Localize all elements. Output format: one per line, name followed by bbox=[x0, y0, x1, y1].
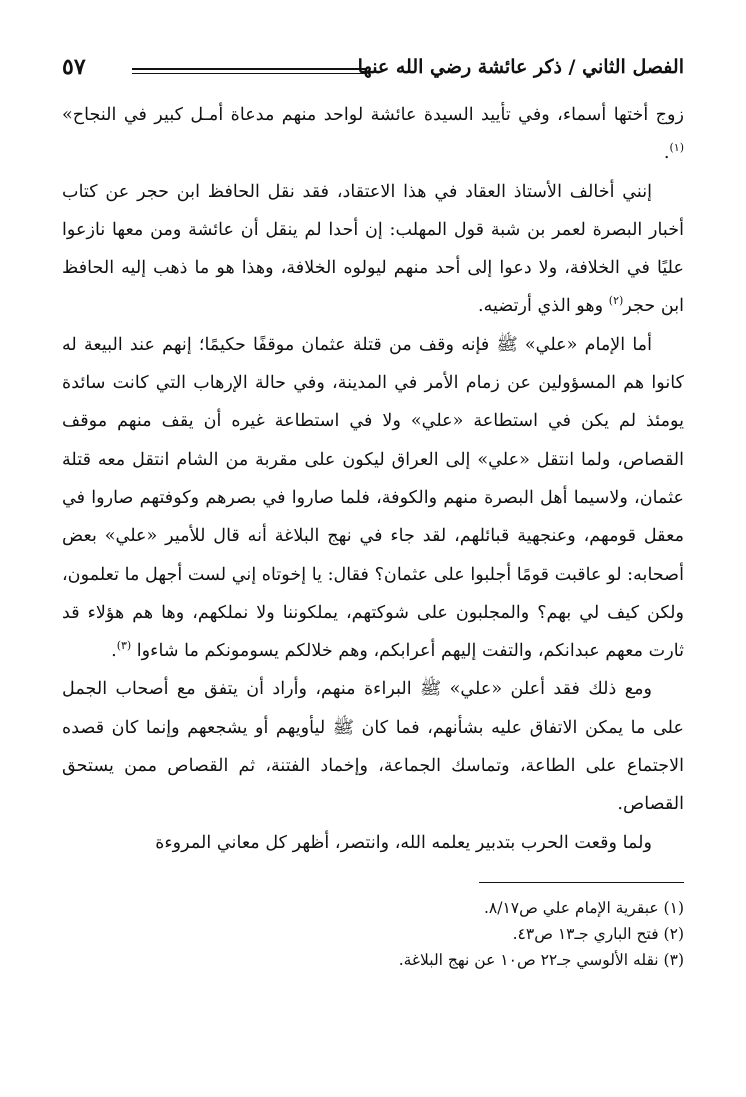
paragraph-text: زوج أختها أسماء، وفي تأييد السيدة عائشة لواحد منهم مدعاة أمـل كبير في النجاح» bbox=[62, 105, 684, 125]
paragraph: ولما وقعت الحرب بتدبير يعلمه الله، وانتصر، أظهر كل معاني المروءة bbox=[155, 832, 652, 853]
running-title: الفصل الثاني / ذكر عائشة رضي الله عنها bbox=[357, 56, 684, 78]
header-rule bbox=[132, 68, 366, 74]
book-page bbox=[62, 52, 684, 973]
footnote: (٣) نقله الألوسي جـ٢٢ ص١٠ عن نهج البلاغة. bbox=[398, 950, 684, 969]
paragraph bbox=[62, 96, 684, 173]
footnote-separator bbox=[479, 882, 684, 883]
paragraph bbox=[62, 326, 684, 671]
footnote-ref: (٢) bbox=[608, 294, 624, 308]
footnote-ref: (١) bbox=[669, 141, 684, 155]
footnote: (٢) فتح الباري جـ١٣ ص٤٣. bbox=[512, 924, 684, 943]
paragraph-end: . bbox=[111, 641, 117, 662]
paragraph-text: أما الإمام «علي» ﷺ فإنه وقف من قتلة عثمان موقفًا حكيمًا؛ إنهم عند البيعة له كانوا هم المسؤولين عن زمام الأمر في المدينة، وفي حالة الإرهاب التي كانت سائدة يومئذ لم يكن في استطاعة «علي» ولا في استطاعة غيره أن يقف منهم موقف القصاص، ولما انتقل «علي» إلى العراق ليكون على مقربة من الشام انتقل معه قتلة عثمان، ولاسيما أهل البصرة منهم والكوفة، فلما صاروا في بصرهم وكوفتهم صاروا في معقل قومهم، وعنجهية قبائلهم، لقد جاء في نهج البلاغة أنه قال للأمير «علي» بعض أصحابه: لو عاقبت قومًا أجلبوا على عثمان؟ فقال: يا إخوتاه إني لست أجهل ما تعلمون، ولكن كيف لي بهم؟ والمجلبون على شوكتهم، يملكوننا ولا نملكهم، وها هم هؤلاء قد ثارت معهم عبدانكم، والتفت إليهم أعرابكم، وهم خلالكم يسومونكم ما شاءوا bbox=[62, 334, 684, 662]
page-header bbox=[62, 52, 684, 96]
footnote-ref: (٣) bbox=[116, 639, 132, 653]
paragraph-end: . bbox=[663, 143, 670, 164]
paragraph bbox=[62, 173, 684, 326]
paragraph-end: وهو الذي أرتضيه. bbox=[477, 296, 609, 317]
footnotes bbox=[62, 895, 684, 973]
paragraph-text: إنني أخالف الأستاذ العقاد في هذا الاعتقاد، فقد نقل الحافظ ابن حجر عن كتاب أخبار البصرة لعمر بن شبة قول المهلب: إن أحدا لم ينقل أن عائشة ومن معها نازعوا عليًا في الخلافة، ولا دعوا إلى أحد منهم ليولوه الخلافة، وهذا هو ما ذهب إليه الحافظ ابن حجر bbox=[62, 181, 684, 317]
page-number: ٥٧ bbox=[62, 54, 86, 80]
footnote: (١) عبقرية الإمام علي ص٨/١٧. bbox=[483, 898, 684, 917]
body-text bbox=[62, 96, 684, 862]
paragraph: ومع ذلك فقد أعلن «علي» ﷺ البراءة منهم، وأراد أن يتفق مع أصحاب الجمل على ما يمكن الاتفاق عليه بشأنهم، فما كان ﷺ ليأويهم أو يشجعهم وإنما كان قصده الاجتماع على الطاعة، وتماسك الجماعة، وإخماد الفتنة، ثم القصاص ممن يستحق القصاص. bbox=[62, 679, 684, 815]
